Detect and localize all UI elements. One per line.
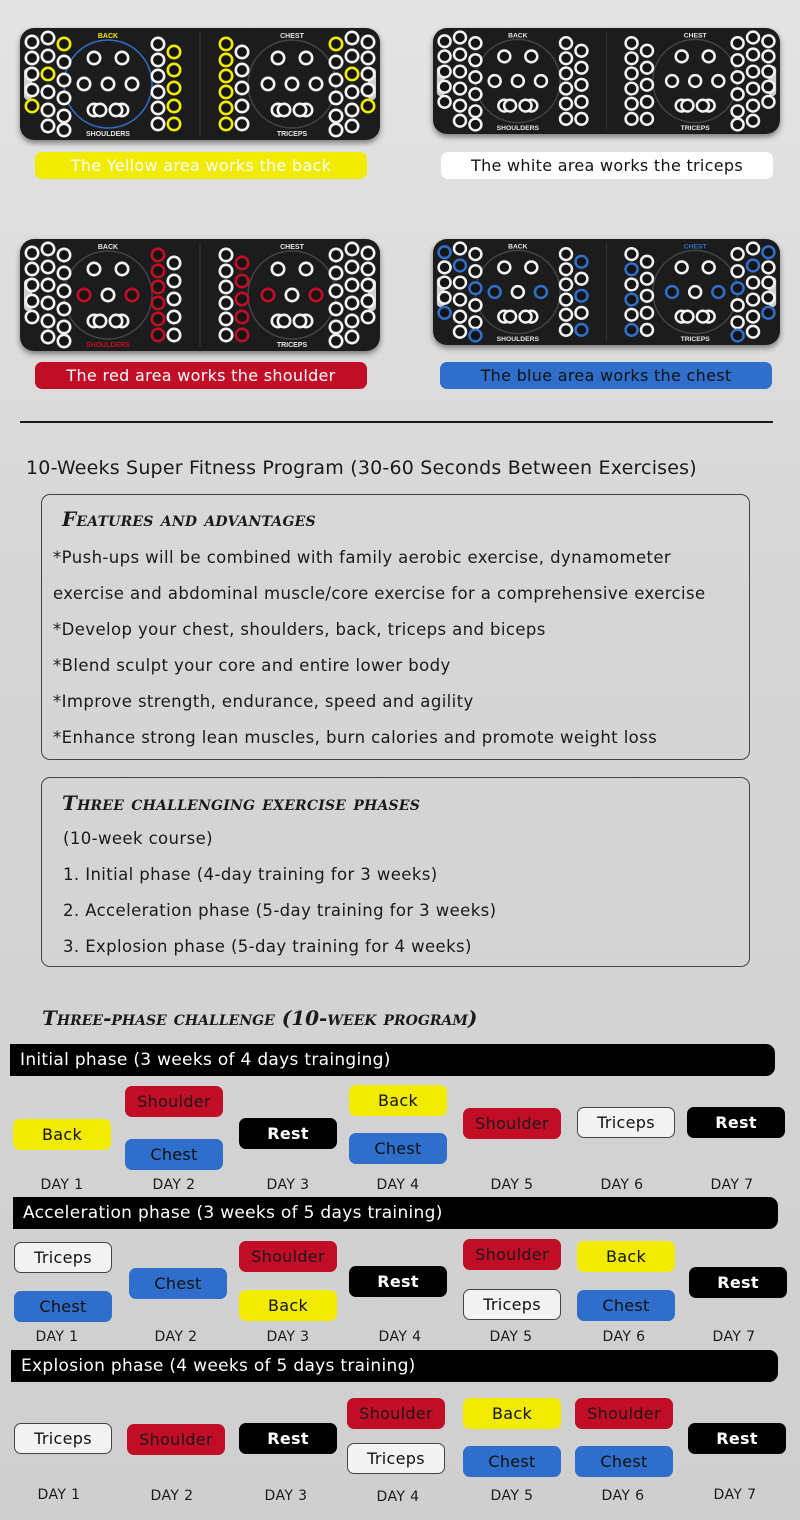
day-label: DAY 7 [713,1487,757,1503]
board-graphic [433,239,780,345]
pill-shoulder: Shoulder [463,1239,561,1270]
pill-chest: Chest [129,1268,227,1299]
pill-rest: Rest [349,1266,447,1297]
pill-triceps: Triceps [347,1443,445,1474]
board-graphic [20,28,380,140]
svg-text:CHEST: CHEST [683,32,707,40]
challenge-heading: Three-phase challenge (10-week program) [42,1006,478,1030]
feature-line: *Push-ups will be combined with family aerobic exercise, dynamometer [53,548,672,567]
board-graphic [433,28,780,134]
day-label: DAY 1 [37,1487,81,1503]
day-label: DAY 2 [152,1177,196,1193]
svg-text:SHOULDERS: SHOULDERS [86,131,130,138]
day-label: DAY 6 [600,1177,644,1193]
caption-white: The white area works the triceps [441,152,773,179]
pill-back: Back [13,1119,111,1150]
features-heading: Features and advantages [62,507,316,531]
phases-heading: Three challenging exercise phases [62,791,421,815]
pill-triceps: Triceps [14,1423,112,1454]
phase-bar-explosion: Explosion phase (4 weeks of 5 days training) [11,1350,778,1382]
pill-rest: Rest [689,1267,787,1298]
feature-line: *Develop your chest, shoulders, back, triceps and biceps [53,620,546,639]
pill-chest: Chest [14,1291,112,1322]
day-label: DAY 4 [378,1329,422,1345]
svg-text:SHOULDERS: SHOULDERS [86,342,130,349]
feature-line: *Improve strength, endurance, speed and agility [53,692,474,711]
day-label: DAY 5 [490,1177,534,1193]
svg-text:SHOULDERS: SHOULDERS [496,336,539,344]
svg-text:BACK: BACK [97,244,119,251]
pushup-board-blue [433,239,780,345]
pill-chest: Chest [349,1133,447,1164]
caption-red: The red area works the shoulder [35,362,367,389]
day-label: DAY 7 [712,1329,756,1345]
svg-text:CHEST: CHEST [683,243,707,251]
svg-text:CHEST: CHEST [280,244,304,251]
pushup-board-white [433,28,780,134]
day-label: DAY 5 [489,1329,533,1345]
pill-shoulder: Shoulder [463,1108,561,1139]
svg-text:TRICEPS: TRICEPS [680,125,710,133]
program-title: 10-Weeks Super Fitness Program (30-60 Seconds Between Exercises) [26,457,697,479]
svg-text:SHOULDERS: SHOULDERS [496,125,539,133]
pill-chest: Chest [577,1290,675,1321]
day-label: DAY 7 [710,1177,754,1193]
phase-bar-initial: Initial phase (3 weeks of 4 days trainging) [10,1044,775,1076]
feature-line: *Blend sculpt your core and entire lower body [53,656,451,675]
pill-back: Back [463,1398,561,1429]
day-label: DAY 2 [154,1329,198,1345]
board-graphic [20,239,380,351]
phase-line: (10-week course) [63,829,213,848]
pill-shoulder: Shoulder [575,1398,673,1429]
day-label: DAY 4 [376,1177,420,1193]
feature-line: *Enhance strong lean muscles, burn calories and promote weight loss [53,728,658,747]
svg-text:BACK: BACK [508,243,528,251]
svg-text:CHEST: CHEST [280,33,304,40]
section-divider [20,421,773,423]
pill-rest: Rest [688,1423,786,1454]
feature-line: exercise and abdominal muscle/core exercise for a comprehensive exercise [53,584,706,603]
day-label: DAY 5 [490,1488,534,1504]
pill-back: Back [239,1290,337,1321]
day-label: DAY 6 [602,1329,646,1345]
pill-shoulder: Shoulder [125,1086,223,1117]
pill-rest: Rest [239,1118,337,1149]
day-label: DAY 1 [35,1329,79,1345]
pill-chest: Chest [125,1139,223,1170]
pill-chest: Chest [575,1446,673,1477]
pill-rest: Rest [687,1107,785,1138]
phase-line: 1. Initial phase (4-day training for 3 weeks) [63,865,438,884]
svg-text:TRICEPS: TRICEPS [276,342,308,349]
day-label: DAY 6 [601,1488,645,1504]
pill-shoulder: Shoulder [347,1398,445,1429]
caption-yellow: The Yellow area works the back [35,152,367,179]
svg-text:TRICEPS: TRICEPS [680,336,710,344]
caption-blue: The blue area works the chest [440,362,772,389]
day-label: DAY 2 [150,1488,194,1504]
day-label: DAY 3 [266,1177,310,1193]
day-label: DAY 3 [266,1329,310,1345]
pushup-board-red [20,239,380,351]
day-label: DAY 4 [376,1489,420,1505]
phase-line: 2. Acceleration phase (5-day training for 3 weeks) [63,901,497,920]
pill-triceps: Triceps [577,1107,675,1138]
pushup-board-yellow [20,28,380,140]
day-label: DAY 1 [40,1177,84,1193]
day-label: DAY 3 [264,1488,308,1504]
pill-back: Back [349,1085,447,1116]
pill-triceps: Triceps [14,1242,112,1273]
pill-chest: Chest [463,1446,561,1477]
phase-line: 3. Explosion phase (5-day training for 4 weeks) [63,937,472,956]
pill-back: Back [577,1241,675,1272]
pill-triceps: Triceps [463,1289,561,1320]
svg-text:TRICEPS: TRICEPS [276,131,308,138]
pill-shoulder: Shoulder [127,1424,225,1455]
pill-shoulder: Shoulder [239,1241,337,1272]
pill-rest: Rest [239,1423,337,1454]
svg-text:BACK: BACK [97,33,119,40]
svg-text:BACK: BACK [508,32,528,40]
phase-bar-acceleration: Acceleration phase (3 weeks of 5 days training) [13,1197,778,1229]
